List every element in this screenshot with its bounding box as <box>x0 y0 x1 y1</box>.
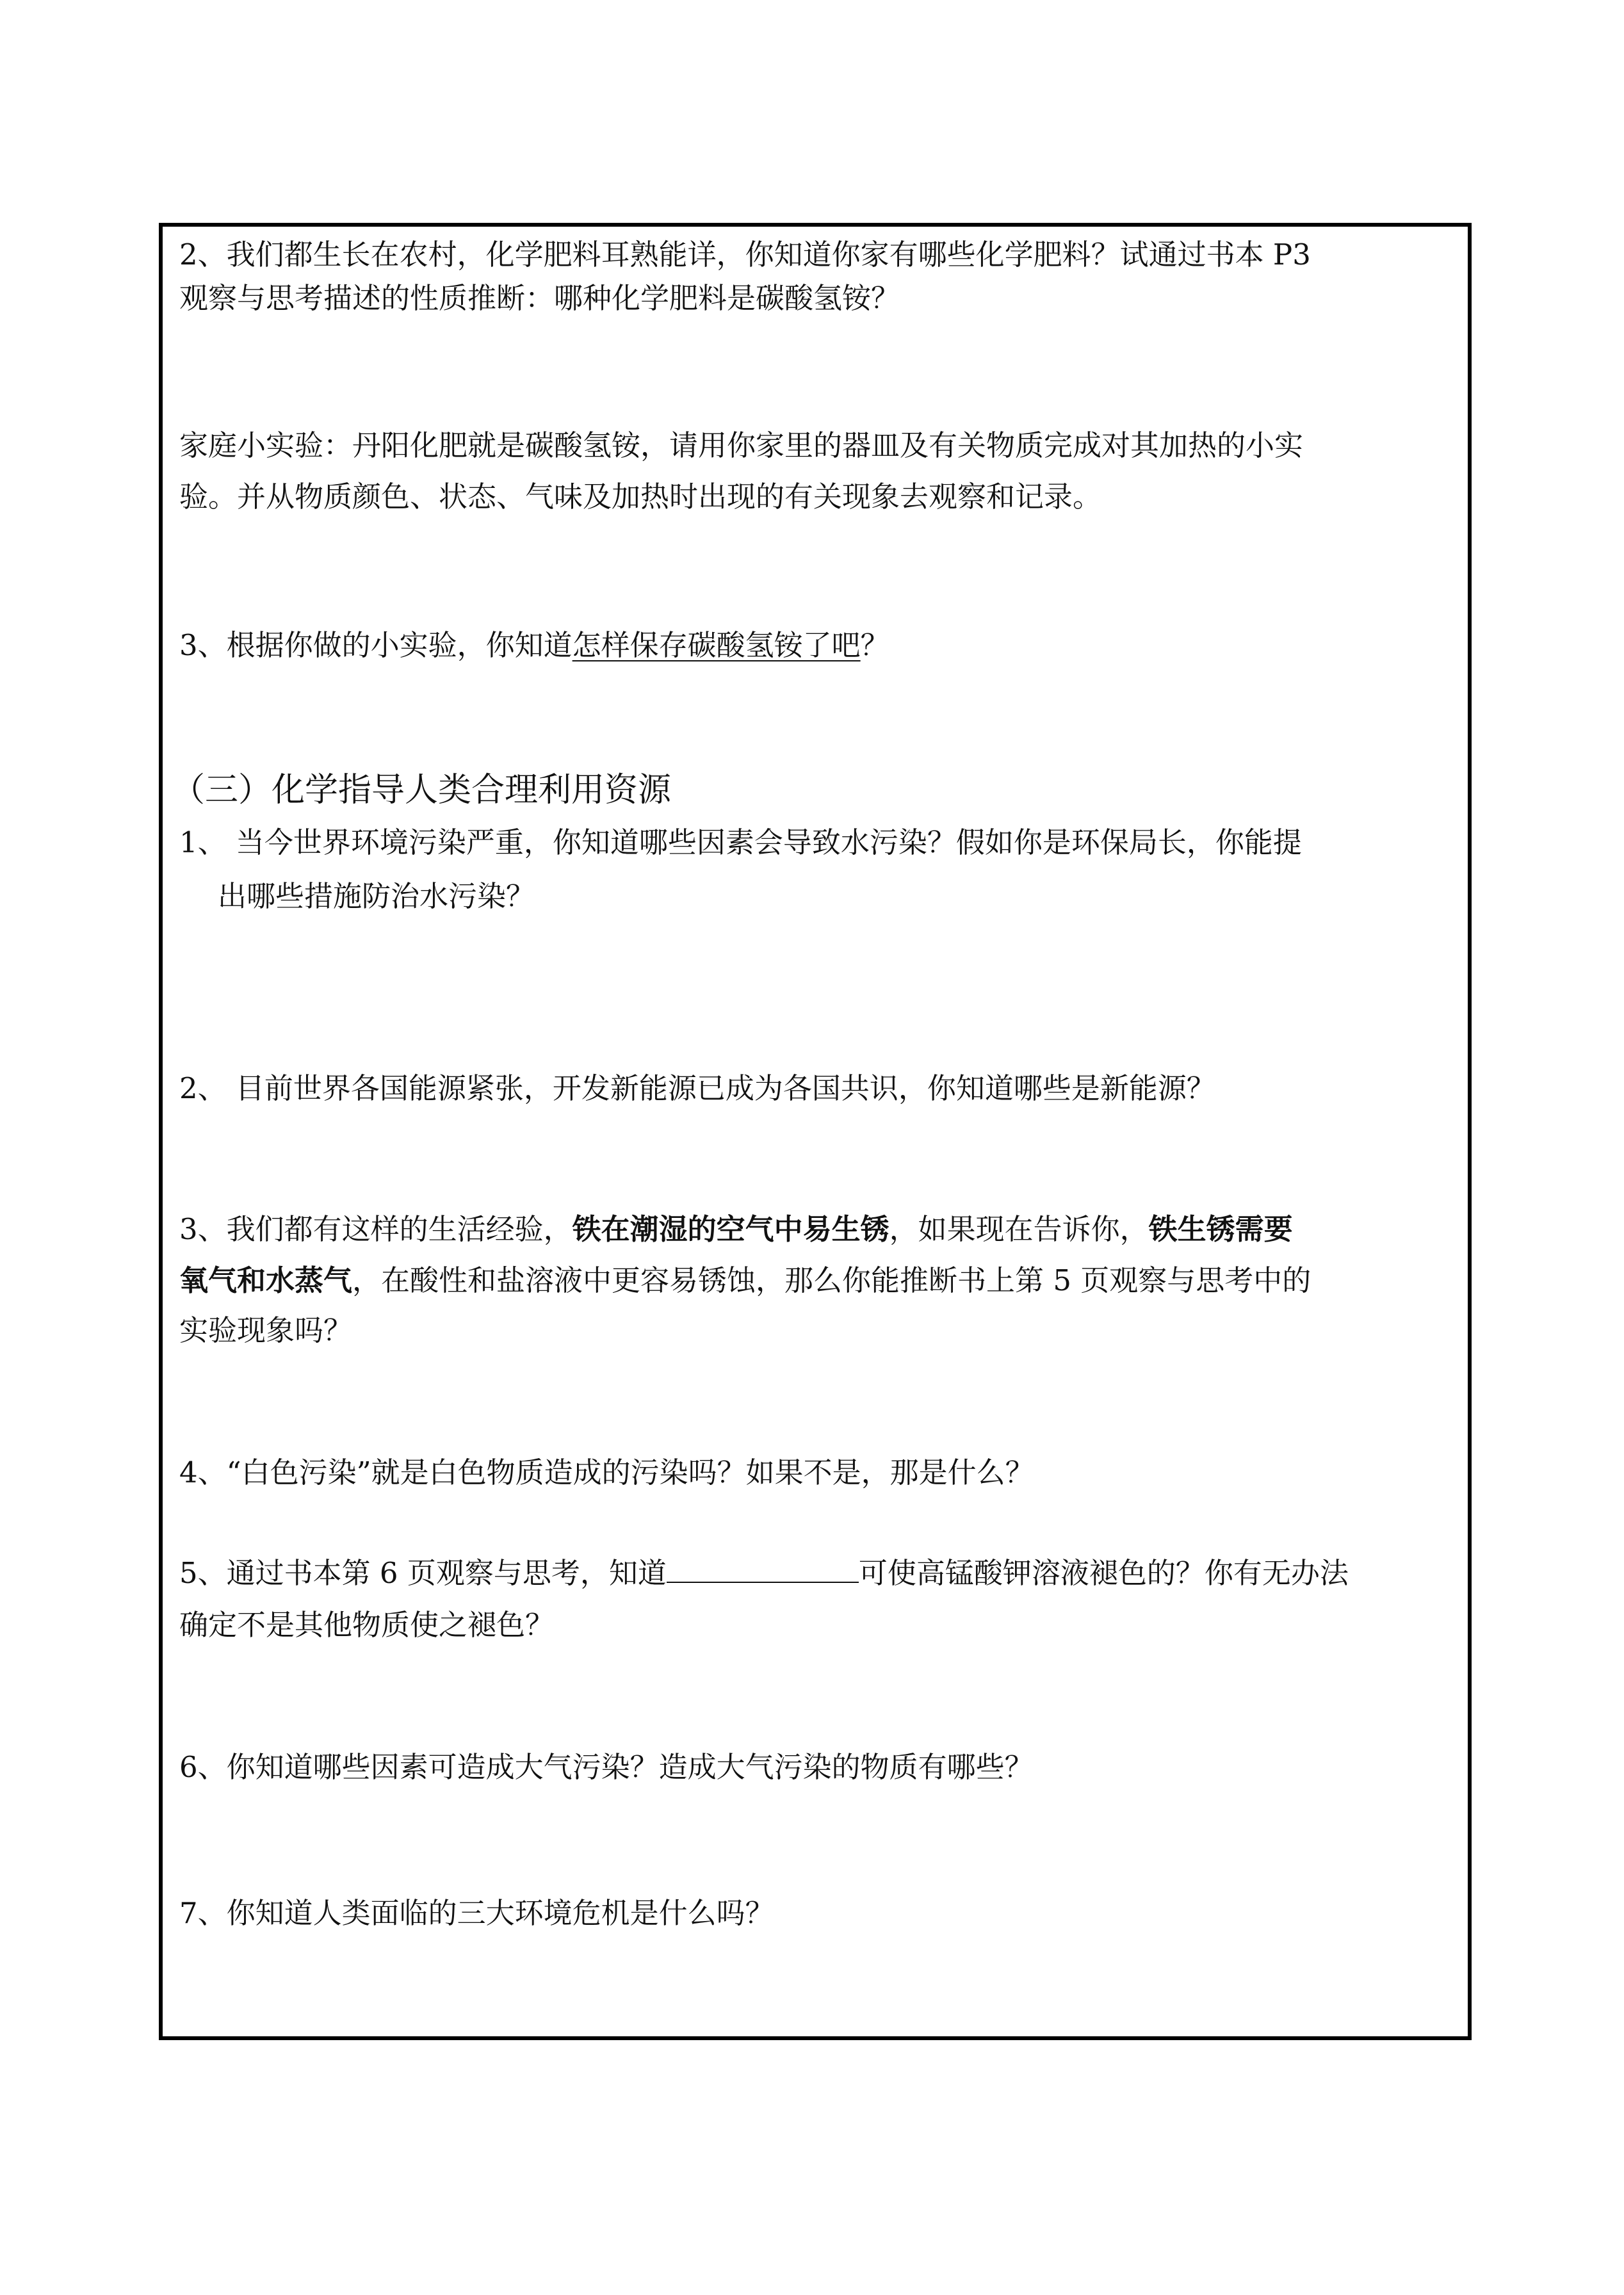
s3-q7-line1: 7、你知道人类面临的三大环境危机是什么吗？ <box>179 1896 774 1930</box>
s3-q4-line1: 4、“白色污染”就是白色物质造成的污染吗？如果不是，那是什么？ <box>179 1456 1034 1489</box>
s3-q5-suffix: 可使高锰酸钾溶液褪色的？你有无办法 <box>858 1556 1349 1590</box>
s3-q3-part3: ，在酸性和盐溶液中更容易锈蚀，那么你能推断书上第 5 页观察与思考中的 <box>352 1263 1311 1297</box>
experiment-line1: 家庭小实验：丹阳化肥就是碳酸氢铵，请用你家里的器皿及有关物质完成对其加热的小实 <box>179 428 1304 462</box>
s3-q5-line2: 确定不是其他物质使之褪色？ <box>179 1608 555 1642</box>
section3-heading: （三）化学指导人类合理利用资源 <box>172 771 672 809</box>
q3-prefix: 3、根据你做的小实验，你知道 <box>179 628 572 662</box>
s3-q5-line1 <box>179 1552 1349 1593</box>
s3-q3-part1: 3、我们都有这样的生活经验， <box>179 1212 572 1246</box>
s3-q3-line1 <box>179 1210 1293 1249</box>
s3-q5-prefix: 5、通过书本第 6 页观察与思考，知道 <box>179 1556 667 1590</box>
s3-q3-line3: 实验现象吗？ <box>179 1313 353 1347</box>
q3-suffix: ？ <box>860 628 889 662</box>
s3-q3-bold1: 铁在潮湿的空气中易生锈 <box>572 1212 889 1246</box>
s3-q3-bold2: 铁生锈需要 <box>1148 1212 1293 1246</box>
s3-q3-part2: ，如果现在告诉你， <box>889 1212 1149 1246</box>
s3-q3-bold3: 氧气和水蒸气 <box>179 1263 353 1297</box>
experiment-line2: 验。并从物质颜色、状态、气味及加热时出现的有关现象去观察和记录。 <box>179 480 1102 514</box>
s3-q2-line1: 2、 目前世界各国能源紧张，开发新能源已成为各国共识，你知道哪些是新能源？ <box>179 1071 1215 1105</box>
s3-q3-line2 <box>179 1261 1311 1300</box>
q2-line2: 观察与思考描述的性质推断：哪种化学肥料是碳酸氢铵？ <box>179 281 900 315</box>
s3-q1-line2: 出哪些措施防治水污染？ <box>218 879 535 913</box>
q2-line1: 2、我们都生长在农村，化学肥料耳熟能详，你知道你家有哪些化学肥料？试通过书本 P3 <box>179 238 1311 272</box>
q3-underlined: 怎样保存碳酸氢铵了吧 <box>572 628 861 662</box>
s3-q6-line1: 6、你知道哪些因素可造成大气污染？造成大气污染的物质有哪些？ <box>179 1750 1034 1784</box>
q3-line <box>179 626 889 665</box>
fill-in-blank[interactable] <box>667 1552 859 1583</box>
s3-q1-line1: 1、 当今世界环境污染严重，你知道哪些因素会导致水污染？假如你是环保局长，你能提 <box>179 825 1302 859</box>
